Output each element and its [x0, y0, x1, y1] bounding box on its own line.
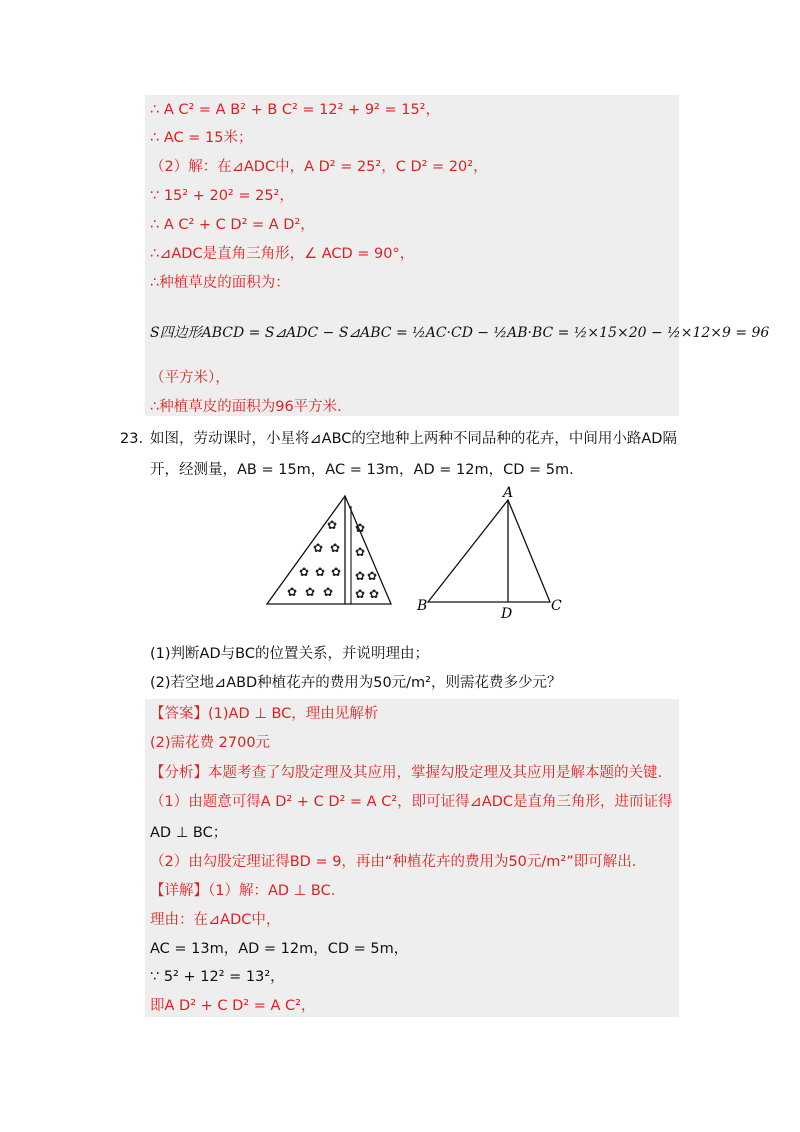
analysis-line-1: 【分析】本题考查了勾股定理及其应用，掌握勾股定理及其应用是解本题的关键.: [150, 765, 663, 781]
sol22-line5: ∴ A C² + C D² = A D²，: [150, 217, 315, 233]
question-2: (2)若空地⊿ABD种植花卉的费用为50元/m²，则需花费多少元？: [150, 675, 562, 691]
svg-text:✿: ✿: [367, 569, 378, 583]
svg-text:✿: ✿: [355, 545, 366, 559]
triangle-abc: [428, 500, 550, 602]
svg-text:✿: ✿: [299, 565, 310, 579]
svg-text:✿: ✿: [313, 541, 324, 555]
sol22-line8: （平方米），: [150, 370, 230, 386]
sol22-line7: ∴种植草皮的面积为：: [150, 275, 290, 291]
analysis-line-3: AD ⊥ BC；: [150, 825, 228, 841]
problem-text-1: 如图，劳动课时，小星将⊿ABC的空地种上两种不同品种的花卉，中间用小路AD隔: [150, 431, 677, 447]
detail-line-4: ∵ 5² + 12² = 13²，: [150, 969, 285, 985]
sol22-line9: ∴种植草皮的面积为96平方米.: [150, 399, 342, 415]
sol22-line4: ∵ 15² + 20² = 25²，: [150, 188, 294, 204]
svg-text:✿: ✿: [327, 518, 338, 532]
sol22-line2: ∴ AC = 15米；: [150, 130, 253, 146]
detail-line-3: AC = 13m，AD = 12m，CD = 5m，: [150, 941, 409, 957]
svg-text:✿: ✿: [355, 587, 366, 601]
sol22-line6: ∴⊿ADC是直角三角形，∠ ACD = 90°，: [150, 246, 415, 262]
analysis-line-2: （1）由题意可得A D² + C D² = A C²，即可证得⊿ADC是直角三角形，进而证得: [150, 794, 673, 810]
problem-figures: [255, 484, 585, 624]
area-formula: S四边形ABCD = S⊿ADC − S⊿ABC = ½AC·CD − ½AB·BC = ½×15×20 − ½×12×9 = 96: [150, 325, 770, 341]
detail-line-1: 【详解】（1）解：AD ⊥ BC.: [150, 883, 336, 899]
svg-text:✿: ✿: [287, 585, 298, 599]
detail-line-2: 理由：在⊿ADC中，: [150, 912, 281, 928]
svg-text:✿: ✿: [355, 521, 366, 535]
label-d: D: [501, 606, 513, 622]
answer-line-2: (2)需花费 2700元: [150, 735, 271, 751]
svg-text:✿: ✿: [330, 541, 341, 555]
sol22-line1: ∴ A C² = A B² + B C² = 12² + 9² = 15²，: [150, 102, 440, 118]
sol22-line3: （2）解：在⊿ADC中，A D² = 25²，C D² = 20²，: [150, 159, 488, 175]
label-c: C: [551, 598, 562, 614]
svg-text:✿: ✿: [369, 587, 380, 601]
question-1: (1)判断AD与BC的位置关系，并说明理由；: [150, 646, 429, 662]
svg-text:✿: ✿: [331, 565, 342, 579]
svg-text:✿: ✿: [305, 585, 316, 599]
svg-text:✿: ✿: [315, 565, 326, 579]
detail-line-5: 即A D² + C D² = A C²，: [150, 998, 316, 1014]
label-a: A: [503, 485, 514, 501]
problem-text-2: 开，经测量，AB = 15m，AC = 13m，AD = 12m，CD = 5m．: [150, 462, 584, 478]
flower-icons: [287, 518, 379, 601]
answer-line-1: 【答案】(1)AD ⊥ BC，理由见解析: [150, 706, 379, 722]
problem-number: 23．: [120, 431, 153, 447]
svg-text:✿: ✿: [355, 569, 366, 583]
label-b: B: [417, 598, 428, 614]
svg-text:✿: ✿: [323, 585, 334, 599]
analysis-line-4: （2）由勾股定理证得BD = 9，再由“种植花卉的费用为50元/m²”即可解出.: [150, 854, 637, 870]
